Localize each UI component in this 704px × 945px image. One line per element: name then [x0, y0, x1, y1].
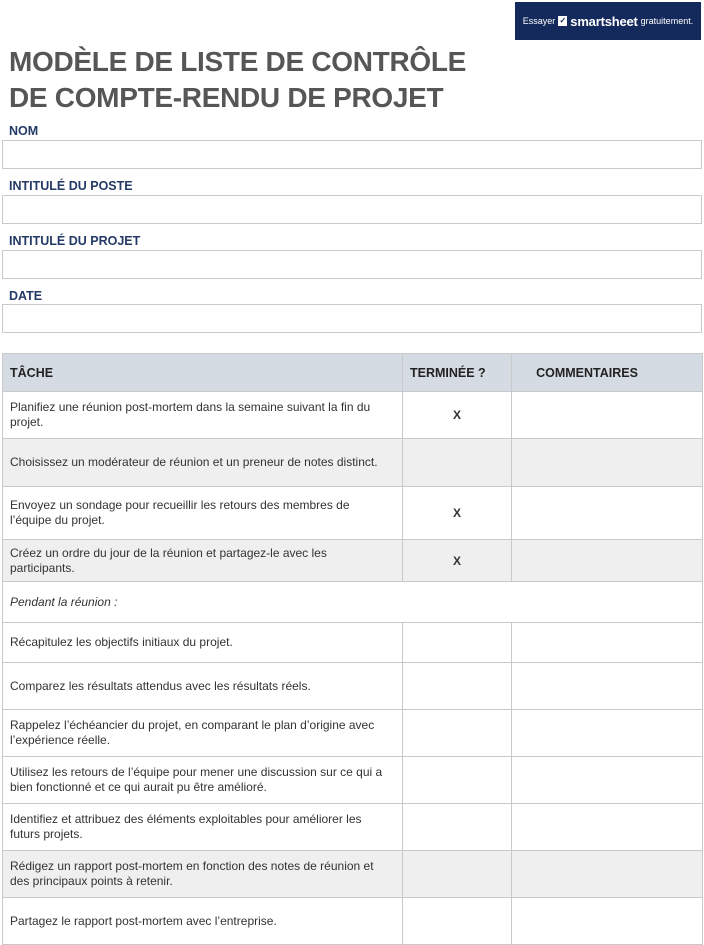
banner-brand: smartsheet [570, 13, 638, 29]
section-label: Pendant la réunion : [3, 582, 703, 623]
checkmark-logo-icon: ✓ [559, 16, 567, 25]
done-cell[interactable] [403, 898, 512, 945]
section-row [3, 582, 703, 623]
smartsheet-trial-banner[interactable] [515, 2, 701, 40]
task-cell: Identifiez et attribuez des éléments exploitables pour améliorer les futurs projets. [3, 804, 403, 851]
task-cell: Planifiez une réunion post-mortem dans la semaine suivant la fin du projet. [3, 392, 403, 439]
table-row [3, 851, 703, 898]
done-cell[interactable]: X [403, 392, 512, 439]
page-title-line-2: DE COMPTE-RENDU DE PROJET [9, 82, 444, 113]
done-cell[interactable] [403, 710, 512, 757]
comment-cell[interactable] [512, 851, 703, 898]
comment-cell[interactable] [512, 439, 703, 487]
checklist-table [2, 353, 703, 945]
date-field[interactable] [2, 304, 702, 333]
comment-cell[interactable] [512, 540, 703, 582]
task-cell: Récapitulez les objectifs initiaux du projet. [3, 623, 403, 663]
comment-cell[interactable] [512, 487, 703, 540]
table-row [3, 757, 703, 804]
task-cell: Rappelez l’échéancier du projet, en comparant le plan d’origine avec l’expérience réelle. [3, 710, 403, 757]
page-title-line-1: MODÈLE DE LISTE DE CONTRÔLE [9, 46, 467, 77]
table-row [3, 487, 703, 540]
page-title [9, 44, 509, 116]
done-cell[interactable]: X [403, 540, 512, 582]
comment-cell[interactable] [512, 898, 703, 945]
comment-cell[interactable] [512, 623, 703, 663]
banner-prefix: Essayer [522, 16, 556, 26]
name-label: NOM [9, 124, 39, 138]
banner-suffix: gratuitement. [640, 16, 694, 26]
comment-cell[interactable] [512, 710, 703, 757]
task-cell: Envoyez un sondage pour recueillir les retours des membres de l’équipe du projet. [3, 487, 403, 540]
task-cell: Partagez le rapport post-mortem avec l’entreprise. [3, 898, 403, 945]
header-done: TERMINÉE ? [403, 354, 512, 392]
done-cell[interactable] [403, 439, 512, 487]
table-row [3, 623, 703, 663]
done-cell[interactable]: X [403, 487, 512, 540]
table-row [3, 392, 703, 439]
job-title-field[interactable] [2, 195, 702, 224]
project-title-field[interactable] [2, 250, 702, 279]
project-title-label: INTITULÉ DU PROJET [9, 234, 141, 248]
table-row [3, 439, 703, 487]
task-cell: Choisissez un modérateur de réunion et un preneur de notes distinct. [3, 439, 403, 487]
comment-cell[interactable] [512, 757, 703, 804]
done-cell[interactable] [403, 757, 512, 804]
header-task: TÂCHE [3, 354, 403, 392]
done-cell[interactable] [403, 623, 512, 663]
task-cell: Créez un ordre du jour de la réunion et partagez-le avec les participants. [3, 540, 403, 582]
name-field[interactable] [2, 140, 702, 169]
task-cell: Comparez les résultats attendus avec les résultats réels. [3, 663, 403, 710]
done-cell[interactable] [403, 851, 512, 898]
comment-cell[interactable] [512, 663, 703, 710]
task-cell: Rédigez un rapport post-mortem en fonction des notes de réunion et des principaux points à retenir. [3, 851, 403, 898]
comment-cell[interactable] [512, 392, 703, 439]
done-cell[interactable] [403, 663, 512, 710]
date-label: DATE [9, 289, 43, 303]
job-title-label: INTITULÉ DU POSTE [9, 179, 133, 193]
table-row [3, 898, 703, 945]
header-comments: COMMENTAIRES [512, 354, 703, 392]
comment-cell[interactable] [512, 804, 703, 851]
table-row [3, 804, 703, 851]
table-row [3, 663, 703, 710]
table-row [3, 540, 703, 582]
table-header-row [3, 354, 703, 392]
task-cell: Utilisez les retours de l’équipe pour mener une discussion sur ce qui a bien fonctionné et ce qui aurait pu être amélioré. [3, 757, 403, 804]
done-cell[interactable] [403, 804, 512, 851]
table-row [3, 710, 703, 757]
